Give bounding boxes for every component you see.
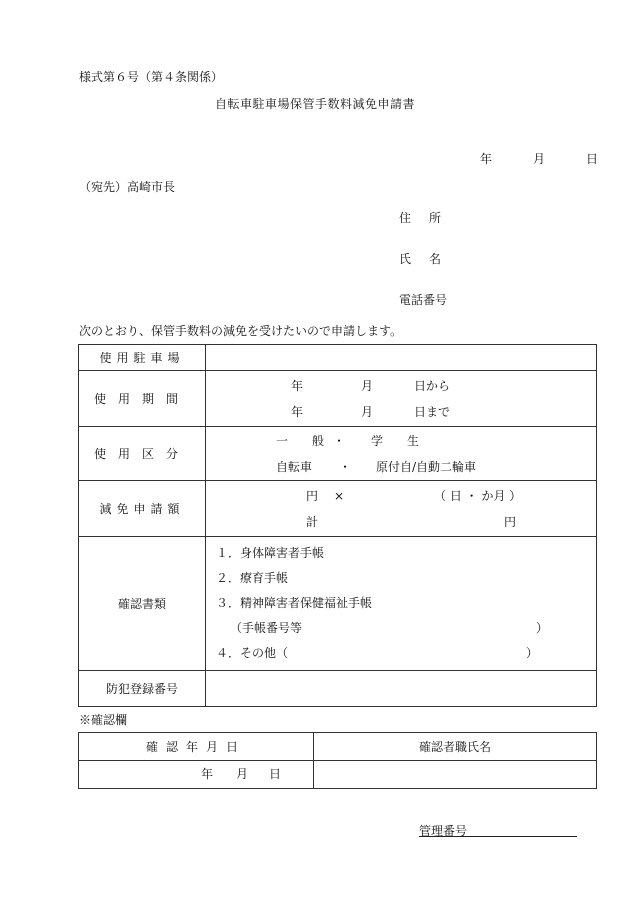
document-item-3: ３．精神障害者保健福祉手帳 xyxy=(216,596,373,610)
crime-registration-field[interactable] xyxy=(206,671,597,707)
amount-field[interactable] xyxy=(206,481,597,537)
amount-label: 減免申請額 xyxy=(79,481,206,537)
category-dot-2: ・ xyxy=(339,459,352,474)
category-moped[interactable]: 原付自/自動二輪車 xyxy=(376,459,477,474)
amount-times: × xyxy=(334,488,345,503)
amount-unit: （ 日 ・ か月 ） xyxy=(434,488,522,503)
check-date-day: 日 xyxy=(269,767,282,781)
document-item-2: ２．療育手帳 xyxy=(216,571,289,585)
amount-total-yen: 円 xyxy=(504,514,517,529)
applicant-name-label: 氏名 xyxy=(399,252,460,266)
period-from-year: 年 xyxy=(291,378,304,393)
period-label: 使用期間 xyxy=(79,371,206,427)
check-date-month: 月 xyxy=(236,767,249,781)
check-date-year: 年 xyxy=(201,767,214,781)
check-table xyxy=(78,732,597,789)
form-number: 様式第６号（第４条関係） xyxy=(79,70,224,84)
check-header-row xyxy=(79,733,597,761)
document-notebook-close-paren: ） xyxy=(536,621,549,635)
documents-field[interactable] xyxy=(206,537,597,671)
document-item-4 xyxy=(206,641,596,666)
amount-total-label: 計 xyxy=(306,514,319,529)
period-from-month: 月 xyxy=(361,378,374,393)
application-table xyxy=(78,344,597,707)
period-to-month: 月 xyxy=(361,404,374,419)
row-period xyxy=(79,371,597,427)
crime-registration-label: 防犯登録番号 xyxy=(79,671,206,707)
document-item-1: １．身体障害者手帳 xyxy=(216,546,325,560)
date-year-label: 年 xyxy=(480,152,493,166)
period-to-year: 年 xyxy=(291,404,304,419)
management-number-label: 管理番号 xyxy=(419,824,468,838)
applicant-phone-label: 電話番号 xyxy=(399,293,448,307)
date-day-label: 日 xyxy=(586,152,599,166)
document-notebook-number-label: （手帳番号等 xyxy=(230,621,303,635)
document-other-label: ４．その他（ xyxy=(216,646,289,660)
check-name-field[interactable] xyxy=(314,761,597,789)
check-date-field[interactable] xyxy=(79,761,314,789)
row-parking xyxy=(79,345,597,371)
category-field[interactable] xyxy=(206,427,597,481)
form-title: 自転車駐車場保管手数料減免申請書 xyxy=(214,97,415,111)
category-bicycle[interactable]: 自転車 xyxy=(276,459,313,474)
document-notebook-number xyxy=(206,616,596,641)
category-student[interactable]: 学 生 xyxy=(371,433,426,448)
documents-label: 確認書類 xyxy=(79,537,206,671)
document-other-close-paren: ） xyxy=(526,646,539,660)
row-documents xyxy=(79,537,597,671)
category-dot-1: ・ xyxy=(333,433,346,448)
row-category xyxy=(79,427,597,481)
date-month-label: 月 xyxy=(533,152,546,166)
category-label: 使用区分 xyxy=(79,427,206,481)
parking-field[interactable] xyxy=(206,345,597,371)
period-to-day: 日まで xyxy=(414,404,451,419)
check-name-header: 確認者職氏名 xyxy=(314,733,597,761)
check-date-header: 確認年月日 xyxy=(79,733,314,761)
applicant-address-label: 住所 xyxy=(399,211,460,225)
amount-yen: 円 xyxy=(306,488,319,503)
category-general[interactable]: 一 般 xyxy=(276,433,331,448)
row-crime xyxy=(79,671,597,707)
check-value-row xyxy=(79,761,597,789)
parking-label: 使用駐車場 xyxy=(79,345,206,371)
period-field[interactable] xyxy=(206,371,597,427)
intro-text: 次のとおり、保管手数料の減免を受けたいので申請します。 xyxy=(79,324,403,338)
period-from-day: 日から xyxy=(414,378,451,393)
row-amount xyxy=(79,481,597,537)
addressee: （宛先）高崎市長 xyxy=(79,180,176,194)
check-section-label: ※確認欄 xyxy=(79,713,128,727)
management-number-line[interactable] xyxy=(419,836,577,837)
